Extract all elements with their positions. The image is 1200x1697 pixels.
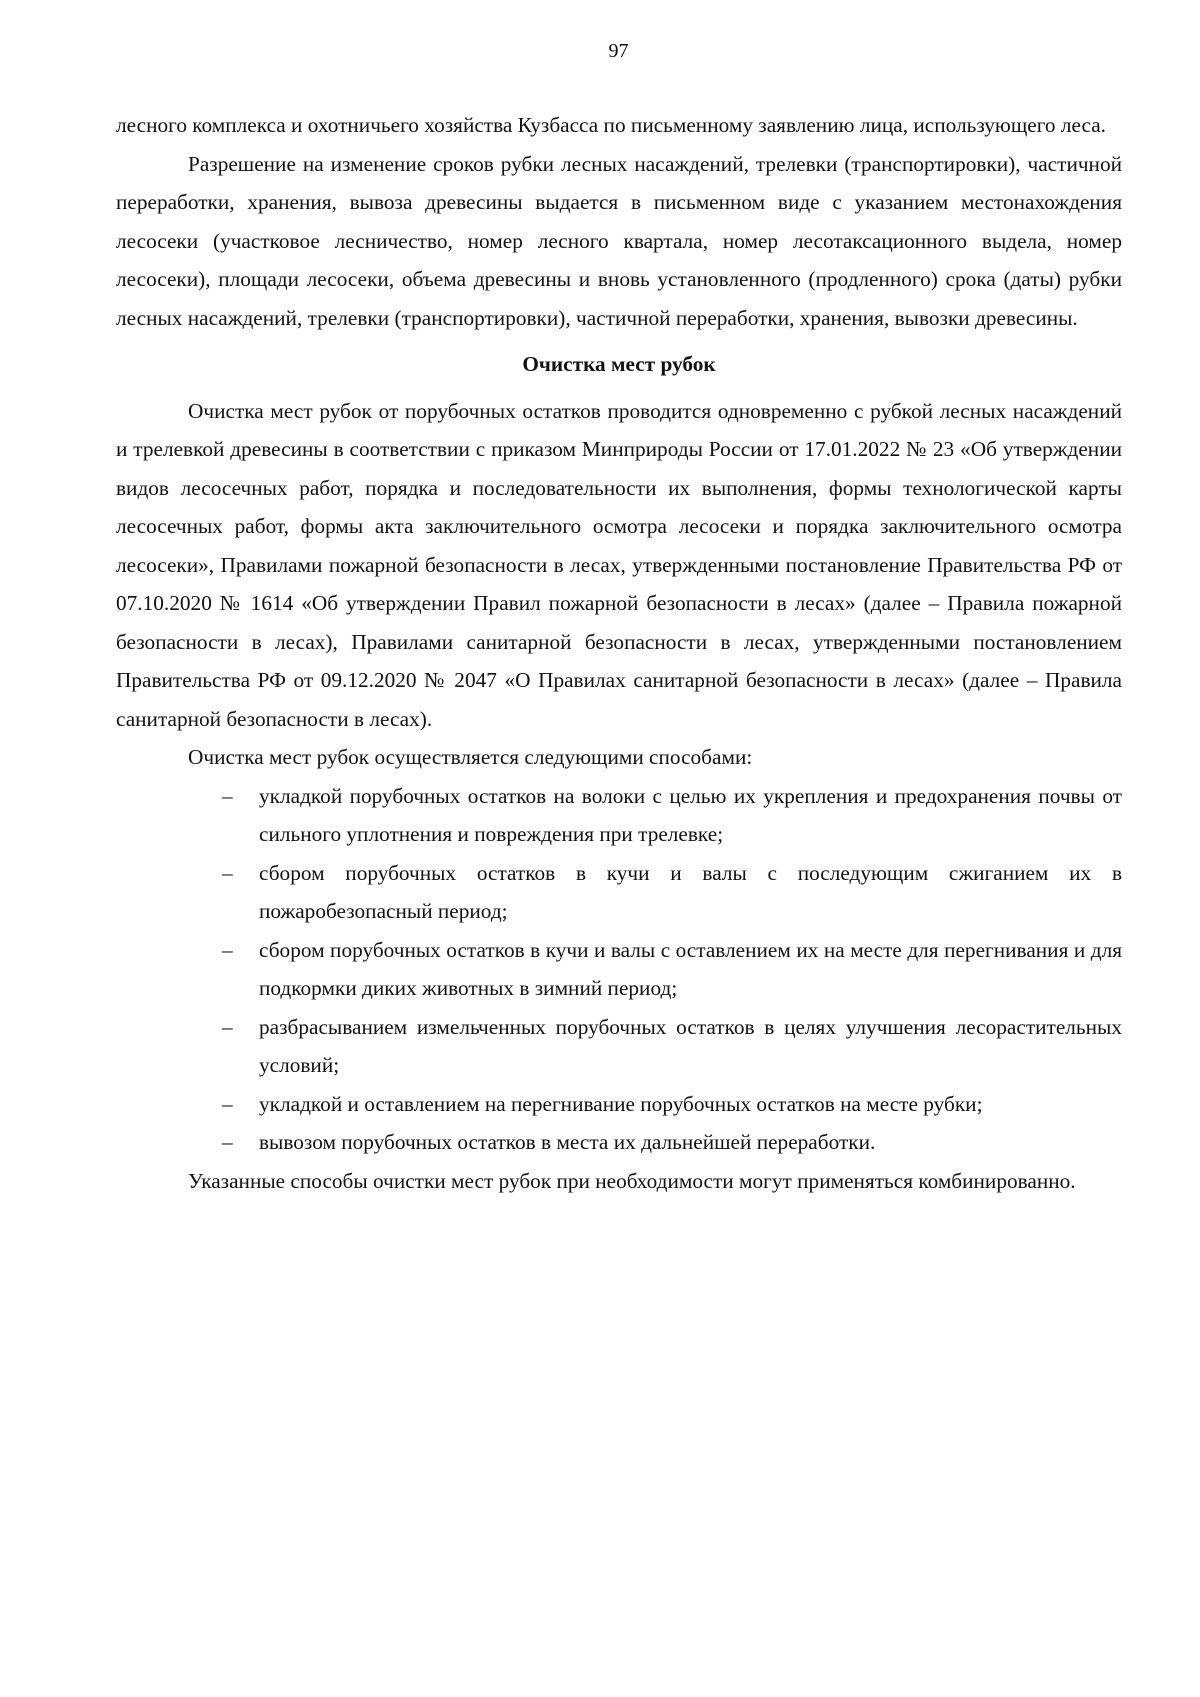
list-dash-marker: –: [222, 937, 233, 962]
cleaning-methods-list: [116, 777, 1122, 1162]
list-item-text: сбором порубочных остатков в кучи и валы с оставлением их на месте для перегнивания и для подкормки диких животных в зимний период;: [259, 937, 1122, 1000]
list-item-text: разбрасыванием измельченных порубочных остатков в целях улучшения лесорастительных условий;: [259, 1014, 1122, 1077]
list-item-text: укладкой порубочных остатков на волоки с целью их укрепления и предохранения почвы от сильного уплотнения и повреждения при трелевке;: [259, 783, 1122, 846]
list-item-text: сбором порубочных остатков в кучи и валы с последующим сжиганием их в пожаробезопасный период;: [259, 860, 1122, 923]
cleaning-regulation-paragraph: Очистка мест рубок от порубочных остатков проводится одновременно с рубкой лесных насаждений и трелевкой древесины в соответствии с приказом Минприроды России от 17.01.2022 № 23 «Об утверждении видов лесосечных работ, порядка и последовательности их выполнения, формы технологической карты лесосечных работ, формы акта заключительного осмотра лесосеки и порядка заключительного осмотра лесосеки», Правилами пожарной безопасности в лесах, утвержденными постановление Правительства РФ от 07.10.2020 № 1614 «Об утверждении Правил пожарной безопасности в лесах» (далее – Правила пожарной безопасности в лесах), Правилами санитарной безопасности в лесах, утвержденными постановлением Правительства РФ от 09.12.2020 № 2047 «О Правилах санитарной безопасности в лесах» (далее – Правила санитарной безопасности в лесах).: [116, 398, 1122, 731]
list-dash-marker: –: [222, 860, 233, 885]
list-item: [116, 854, 1122, 931]
list-dash-marker: –: [222, 1130, 233, 1154]
list-dash-marker: –: [222, 783, 233, 808]
list-item-text: укладкой и оставлением на перегнивание порубочных остатков на месте рубки;: [259, 1091, 983, 1116]
permit-paragraph: Разрешение на изменение сроков рубки лесных насаждений, трелевки (транспортировки), частичной переработки, хранения, вывоза древесины выдается в письменном виде с указанием местонахождения лесосеки (участковое лесничество, номер лесного квартала, номер лесотаксационного выдела, номер лесосеки), площади лесосеки, объема древесины и вновь установленного (продленного) срока (даты) рубки лесных насаждений, трелевки (транспортировки), частичной переработки, хранения, вывозки древесины.: [116, 151, 1122, 330]
closing-paragraph: Указанные способы очистки мест рубок при необходимости могут применяться комбинированно.: [188, 1168, 1076, 1193]
list-dash-marker: –: [222, 1014, 233, 1039]
continuation-paragraph: лесного комплекса и охотничьего хозяйства Кузбасса по письменному заявлению лица, использующего леса.: [116, 113, 1106, 137]
section-heading: Очистка мест рубок: [522, 352, 716, 376]
list-item: [116, 931, 1122, 1008]
page-number: 97: [608, 40, 629, 62]
list-item-text: вывозом порубочных остатков в места их дальнейшей переработки.: [259, 1130, 876, 1154]
list-item: [116, 1008, 1122, 1085]
methods-intro-paragraph: Очистка мест рубок осуществляется следующими способами:: [188, 745, 753, 769]
list-item: [116, 1085, 1122, 1124]
document-body: [116, 106, 1122, 1200]
list-item: [116, 1123, 1122, 1162]
list-item: [116, 777, 1122, 854]
list-dash-marker: –: [222, 1091, 233, 1116]
